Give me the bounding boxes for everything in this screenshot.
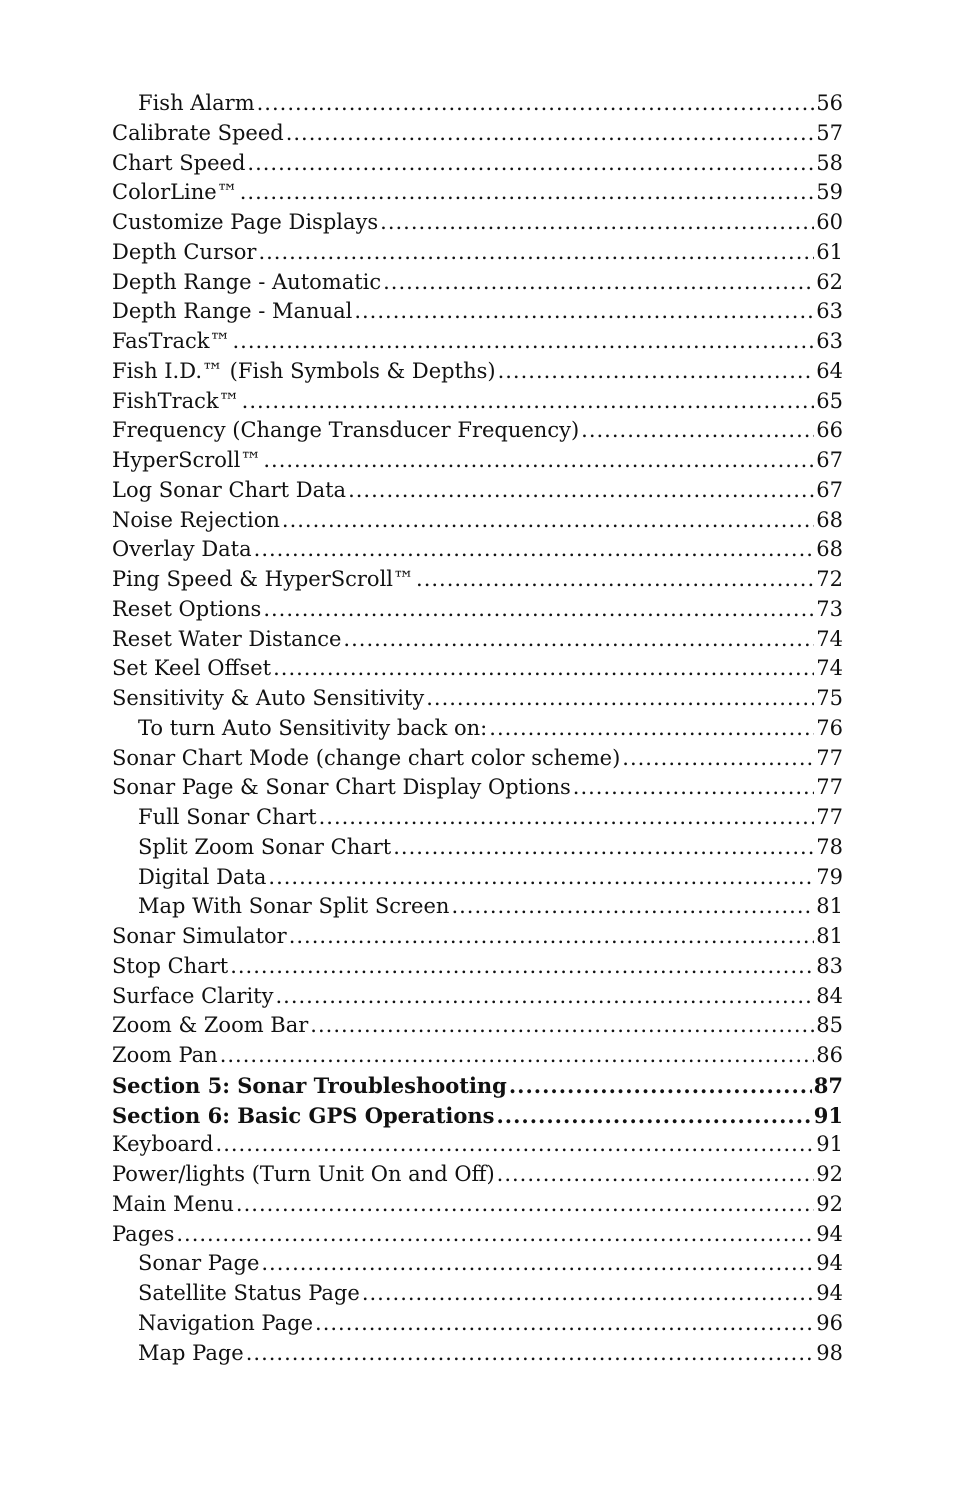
toc-dot-leader	[176, 1220, 814, 1250]
toc-entry-title: Noise Rejection	[112, 507, 280, 532]
toc-dot-leader	[581, 416, 814, 446]
toc-dot-leader	[348, 476, 814, 506]
toc-dot-leader	[416, 565, 814, 595]
toc-entry-page-number: 94	[816, 1251, 843, 1276]
toc-entry-title: Fish Alarm	[138, 91, 255, 115]
toc-dot-leader	[263, 446, 814, 476]
toc-entry-page-number: 63	[816, 299, 843, 324]
toc-dot-leader	[230, 952, 814, 982]
toc-entry-page-number: 65	[816, 388, 843, 413]
toc-entry-page-number: 56	[816, 91, 843, 115]
toc-entry-page-number: 84	[816, 983, 843, 1008]
toc-entry[interactable]	[112, 625, 843, 655]
toc-entry-title: Depth Range - Automatic	[112, 269, 382, 294]
toc-entry[interactable]	[112, 982, 843, 1012]
toc-entry-page-number: 58	[816, 150, 843, 175]
table-of-contents	[112, 89, 843, 1368]
toc-entry-page-number: 74	[816, 656, 843, 681]
toc-entry[interactable]	[112, 1279, 843, 1309]
toc-entry-title: FishTrack™	[112, 388, 240, 413]
toc-entry-page-number: 60	[816, 210, 843, 234]
toc-dot-leader	[489, 714, 814, 744]
toc-entry-page-number: 73	[816, 596, 843, 621]
toc-entry[interactable]	[112, 1309, 843, 1339]
toc-entry[interactable]	[112, 268, 843, 298]
toc-entry-title: Sonar Chart Mode (change chart color scheme)	[112, 745, 621, 770]
toc-dot-leader	[426, 684, 814, 714]
toc-dot-leader	[233, 327, 815, 357]
toc-entry-page-number: 67	[816, 448, 843, 472]
toc-dot-leader	[261, 1249, 814, 1279]
toc-entry-title: Keyboard	[112, 1132, 214, 1157]
toc-entry[interactable]	[112, 565, 843, 595]
toc-entry-page-number: 94	[816, 1281, 843, 1305]
toc-entry-title: FasTrack™	[112, 329, 231, 353]
toc-dot-leader	[236, 1190, 814, 1220]
toc-dot-leader	[268, 863, 814, 893]
toc-entry-page-number: 94	[816, 1221, 843, 1246]
toc-entry[interactable]	[112, 654, 843, 684]
toc-dot-leader	[246, 1339, 815, 1369]
toc-entry-page-number: 78	[816, 834, 843, 859]
toc-entry[interactable]	[112, 1339, 843, 1369]
toc-entry-page-number: 66	[816, 418, 843, 443]
toc-entry-page-number: 77	[816, 805, 843, 829]
toc-entry-title: Full Sonar Chart	[138, 805, 317, 829]
toc-entry-title: Map Page	[138, 1340, 244, 1365]
toc-entry-page-number: 63	[816, 329, 843, 353]
toc-entry-title: Sonar Page & Sonar Chart Display Options	[112, 775, 571, 800]
toc-entry-title: Frequency (Change Transducer Frequency)	[112, 418, 580, 443]
toc-entry[interactable]	[112, 119, 843, 149]
toc-entry-page-number: 68	[816, 537, 843, 562]
toc-dot-leader	[380, 208, 814, 238]
toc-entry-page-number: 67	[816, 477, 843, 502]
toc-section-entry[interactable]	[112, 1071, 843, 1101]
toc-entry-title: Stop Chart	[112, 953, 229, 978]
toc-entry-page-number: 81	[816, 894, 843, 919]
toc-dot-leader	[451, 892, 814, 922]
toc-entry[interactable]	[112, 952, 843, 982]
toc-entry-page-number: 91	[813, 1102, 843, 1128]
toc-entry[interactable]	[112, 476, 843, 506]
toc-dot-leader	[257, 89, 815, 119]
toc-dot-leader	[497, 1101, 812, 1131]
toc-dot-leader	[216, 1130, 815, 1160]
toc-entry-title: Depth Cursor	[112, 239, 257, 264]
toc-entry-page-number: 98	[816, 1340, 843, 1365]
toc-dot-leader	[319, 803, 815, 833]
toc-entry-title: Sonar Page	[138, 1251, 260, 1276]
toc-entry-title: Section 5: Sonar Troubleshooting	[112, 1072, 507, 1098]
toc-entry-page-number: 72	[816, 567, 843, 591]
toc-entry[interactable]	[112, 535, 843, 565]
toc-entry-title: Overlay Data	[112, 537, 252, 562]
toc-dot-leader	[275, 982, 814, 1012]
toc-dot-leader	[247, 149, 814, 179]
toc-entry[interactable]	[112, 773, 843, 803]
toc-dot-leader	[354, 297, 814, 327]
toc-entry-title: Main Menu	[112, 1191, 234, 1216]
toc-entry[interactable]	[112, 1160, 843, 1190]
toc-dot-leader	[254, 535, 815, 565]
toc-dot-leader	[258, 238, 814, 268]
toc-section-entry[interactable]	[112, 1101, 843, 1131]
toc-entry-title: Sonar Simulator	[112, 924, 287, 948]
toc-entry-title: Zoom Pan	[112, 1043, 218, 1067]
toc-dot-leader	[289, 922, 815, 952]
toc-entry-title: Log Sonar Chart Data	[112, 477, 347, 502]
toc-entry[interactable]	[112, 833, 843, 863]
toc-entry[interactable]	[112, 1011, 843, 1041]
toc-entry[interactable]	[112, 506, 843, 536]
toc-entry[interactable]	[112, 327, 843, 357]
toc-dot-leader	[315, 1309, 814, 1339]
toc-dot-leader	[509, 1071, 812, 1101]
toc-dot-leader	[393, 833, 814, 863]
toc-entry-title: Satellite Status Page	[138, 1281, 360, 1305]
toc-entry[interactable]	[112, 208, 843, 238]
toc-entry-title: Surface Clarity	[112, 983, 274, 1008]
toc-entry-title: Zoom & Zoom Bar	[112, 1013, 309, 1038]
toc-entry[interactable]	[112, 238, 843, 268]
toc-entry[interactable]	[112, 744, 843, 774]
toc-entry[interactable]	[112, 416, 843, 446]
toc-dot-leader	[383, 268, 814, 298]
toc-entry-page-number: 79	[816, 864, 843, 889]
toc-entry[interactable]	[112, 446, 843, 476]
toc-entry-page-number: 91	[816, 1132, 843, 1157]
toc-entry-page-number: 77	[816, 745, 843, 770]
toc-entry-title: To turn Auto Sensitivity back on:	[138, 715, 488, 740]
toc-dot-leader	[240, 178, 815, 208]
toc-dot-leader	[273, 654, 814, 684]
toc-entry-page-number: 77	[816, 775, 843, 800]
toc-entry-page-number: 59	[816, 180, 843, 205]
toc-entry-title: ColorLine™	[112, 180, 238, 205]
toc-entry-title: Section 6: Basic GPS Operations	[112, 1102, 495, 1128]
toc-dot-leader	[220, 1041, 815, 1071]
toc-entry-page-number: 76	[816, 715, 843, 740]
toc-entry-title: Ping Speed & HyperScroll™	[112, 567, 415, 591]
toc-entry[interactable]	[112, 684, 843, 714]
toc-entry-title: Depth Range - Manual	[112, 299, 353, 324]
toc-dot-leader	[498, 357, 815, 387]
toc-dot-leader	[242, 387, 815, 417]
toc-entry[interactable]	[112, 89, 843, 119]
toc-entry-page-number: 86	[816, 1043, 843, 1067]
toc-entry-title: Calibrate Speed	[112, 120, 284, 145]
toc-dot-leader	[282, 506, 814, 536]
toc-dot-leader	[622, 744, 814, 774]
toc-entry-page-number: 92	[816, 1191, 843, 1216]
toc-entry-page-number: 85	[816, 1013, 843, 1038]
toc-entry-page-number: 64	[816, 358, 843, 383]
toc-entry[interactable]	[112, 922, 843, 952]
toc-entry-title: Split Zoom Sonar Chart	[138, 834, 392, 859]
toc-dot-leader	[310, 1011, 814, 1041]
toc-entry-page-number: 68	[816, 507, 843, 532]
toc-entry[interactable]	[112, 1130, 843, 1160]
toc-entry-title: Map With Sonar Split Screen	[138, 894, 450, 919]
toc-dot-leader	[263, 595, 814, 625]
toc-entry-title: Customize Page Displays	[112, 210, 379, 234]
toc-entry[interactable]	[112, 1190, 843, 1220]
toc-entry[interactable]	[112, 1249, 843, 1279]
toc-entry-page-number: 96	[816, 1310, 843, 1335]
toc-entry[interactable]	[112, 1041, 843, 1071]
toc-entry[interactable]	[112, 803, 843, 833]
toc-dot-leader	[497, 1160, 815, 1190]
toc-entry-page-number: 75	[816, 686, 843, 710]
toc-entry[interactable]	[112, 595, 843, 625]
toc-entry[interactable]	[112, 387, 843, 417]
toc-entry-title: Chart Speed	[112, 150, 246, 175]
toc-entry[interactable]	[112, 1220, 843, 1250]
toc-entry-page-number: 62	[816, 269, 843, 294]
toc-entry-title: HyperScroll™	[112, 448, 262, 472]
toc-entry[interactable]	[112, 863, 843, 893]
toc-dot-leader	[286, 119, 815, 149]
toc-entry-page-number: 81	[816, 924, 843, 948]
toc-entry-page-number: 83	[816, 953, 843, 978]
toc-entry[interactable]	[112, 178, 843, 208]
toc-entry-title: Fish I.D.™ (Fish Symbols & Depths)	[112, 358, 496, 383]
toc-entry-page-number: 74	[816, 626, 843, 651]
toc-dot-leader	[343, 625, 814, 655]
toc-dot-leader	[362, 1279, 814, 1309]
toc-entry-page-number: 61	[816, 239, 843, 264]
toc-entry-title: Reset Options	[112, 596, 262, 621]
toc-entry-page-number: 87	[813, 1072, 843, 1098]
toc-entry-title: Power/lights (Turn Unit On and Off)	[112, 1162, 495, 1186]
toc-entry[interactable]	[112, 297, 843, 327]
toc-entry-title: Reset Water Distance	[112, 626, 342, 651]
toc-entry-title: Set Keel Offset	[112, 656, 272, 681]
toc-entry-page-number: 57	[816, 120, 843, 145]
toc-entry[interactable]	[112, 149, 843, 179]
toc-entry[interactable]	[112, 892, 843, 922]
toc-entry-title: Sensitivity & Auto Sensitivity	[112, 686, 425, 710]
toc-entry-title: Navigation Page	[138, 1310, 314, 1335]
toc-entry[interactable]	[112, 714, 843, 744]
toc-entry-title: Pages	[112, 1221, 175, 1246]
toc-entry-title: Digital Data	[138, 864, 267, 889]
toc-entry[interactable]	[112, 357, 843, 387]
toc-entry-page-number: 92	[816, 1162, 843, 1186]
toc-dot-leader	[573, 773, 814, 803]
